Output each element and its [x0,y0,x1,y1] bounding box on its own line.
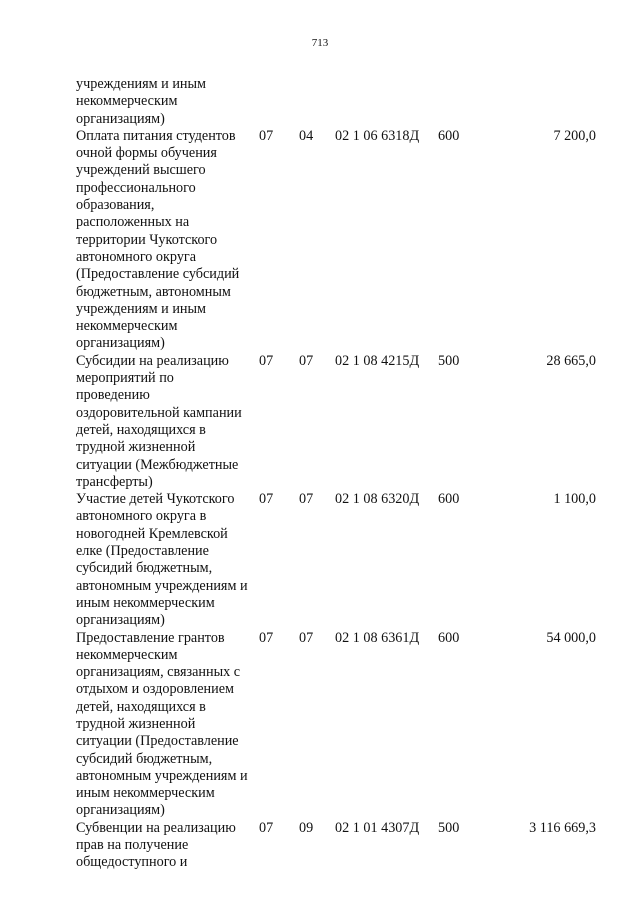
desc-line: автономным учреждениям и [76,767,248,784]
desc-line: организациям, связанных с [76,664,241,681]
desc-line: трудной жизненной [76,715,196,732]
table-row [76,491,596,629]
desc-line: очной формы обучения [76,145,217,162]
desc-line: территории Чукотского [76,231,218,248]
expense-type-code: 600 [438,629,460,646]
section-code: 07 [259,352,274,369]
desc-line: некоммерческим [76,318,178,335]
desc-line: ситуации (Межбюджетные [76,456,239,473]
table-row [76,820,596,872]
continuation-text [76,76,262,128]
table-row [76,630,596,820]
target-code: 02 1 08 6320Д [335,491,420,508]
section-code: 07 [259,819,274,836]
section-code: 07 [259,491,274,508]
subsection-code: 07 [299,491,314,508]
desc-line: детей, находящихся в [76,421,206,438]
target-code: 02 1 08 6361Д [335,629,420,646]
desc-line: прав на получение [76,837,189,854]
row-description [76,353,262,491]
desc-line: мероприятий по [76,370,174,387]
desc-line: Субсидии на реализацию [76,352,229,369]
desc-line: субсидий бюджетным, [76,750,213,767]
expense-type-code: 500 [438,819,460,836]
desc-line: трансферты) [76,473,153,490]
desc-line: организациям) [76,335,165,352]
desc-line: автономного округа в [76,508,207,525]
desc-line: иным некоммерческим [76,785,215,802]
desc-line: организациям) [76,110,165,127]
desc-line: бюджетным, автономным [76,283,231,300]
desc-line: Оплата питания студентов [76,127,236,144]
desc-line: (Предоставление субсидий [76,266,240,283]
desc-line: организациям) [76,612,165,629]
desc-line: автономным учреждениям и [76,577,248,594]
desc-line: учреждений высшего [76,162,206,179]
desc-line: иным некоммерческим [76,594,215,611]
table-row [76,353,596,491]
desc-line: субсидий бюджетным, [76,560,213,577]
desc-line: Предоставление грантов [76,629,225,646]
target-code: 02 1 06 6318Д [335,127,420,144]
row-description [76,820,262,872]
subsection-code: 09 [299,819,314,836]
amount: 7 200,0 [553,127,596,144]
target-code: 02 1 08 4215Д [335,352,420,369]
desc-line: ситуации (Предоставление [76,733,239,750]
page-number: 713 [311,37,329,49]
desc-line: некоммерческим [76,93,178,110]
amount: 3 116 669,3 [529,819,596,836]
subsection-code: 04 [299,127,314,144]
amount: 28 665,0 [546,352,596,369]
expense-type-code: 600 [438,491,460,508]
desc-line: учреждениям и иным [76,300,207,317]
subsection-code: 07 [299,352,314,369]
subsection-code: 07 [299,629,314,646]
expense-type-code: 600 [438,127,460,144]
row-description [76,630,262,820]
desc-line: некоммерческим [76,646,178,663]
continuation-row [76,76,596,128]
desc-line: автономного округа [76,248,197,265]
desc-line: организациям) [76,802,165,819]
desc-line: новогодней Кремлевской [76,525,228,542]
desc-line: детей, находящихся в [76,698,206,715]
amount: 54 000,0 [546,629,596,646]
target-code: 02 1 01 4307Д [335,819,420,836]
section-code: 07 [259,127,274,144]
row-description [76,491,262,629]
budget-table [76,76,596,872]
desc-line: отдыхом и оздоровлением [76,681,235,698]
desc-line: проведению [76,387,150,404]
row-description [76,128,262,353]
desc-line: оздоровительной кампании [76,404,242,421]
desc-line: трудной жизненной [76,439,196,456]
desc-line: Участие детей Чукотского [76,491,235,508]
desc-line: Субвенции на реализацию [76,819,236,836]
desc-line: образования, [76,197,155,214]
table-row [76,128,596,353]
section-code: 07 [259,629,274,646]
desc-line: профессионального [76,179,196,196]
expense-type-code: 500 [438,352,460,369]
desc-line: общедоступного и [76,854,188,871]
desc-line: расположенных на [76,214,190,231]
desc-line: учреждениям и иным [76,76,207,92]
desc-line: елке (Предоставление [76,543,209,560]
amount: 1 100,0 [553,491,596,508]
